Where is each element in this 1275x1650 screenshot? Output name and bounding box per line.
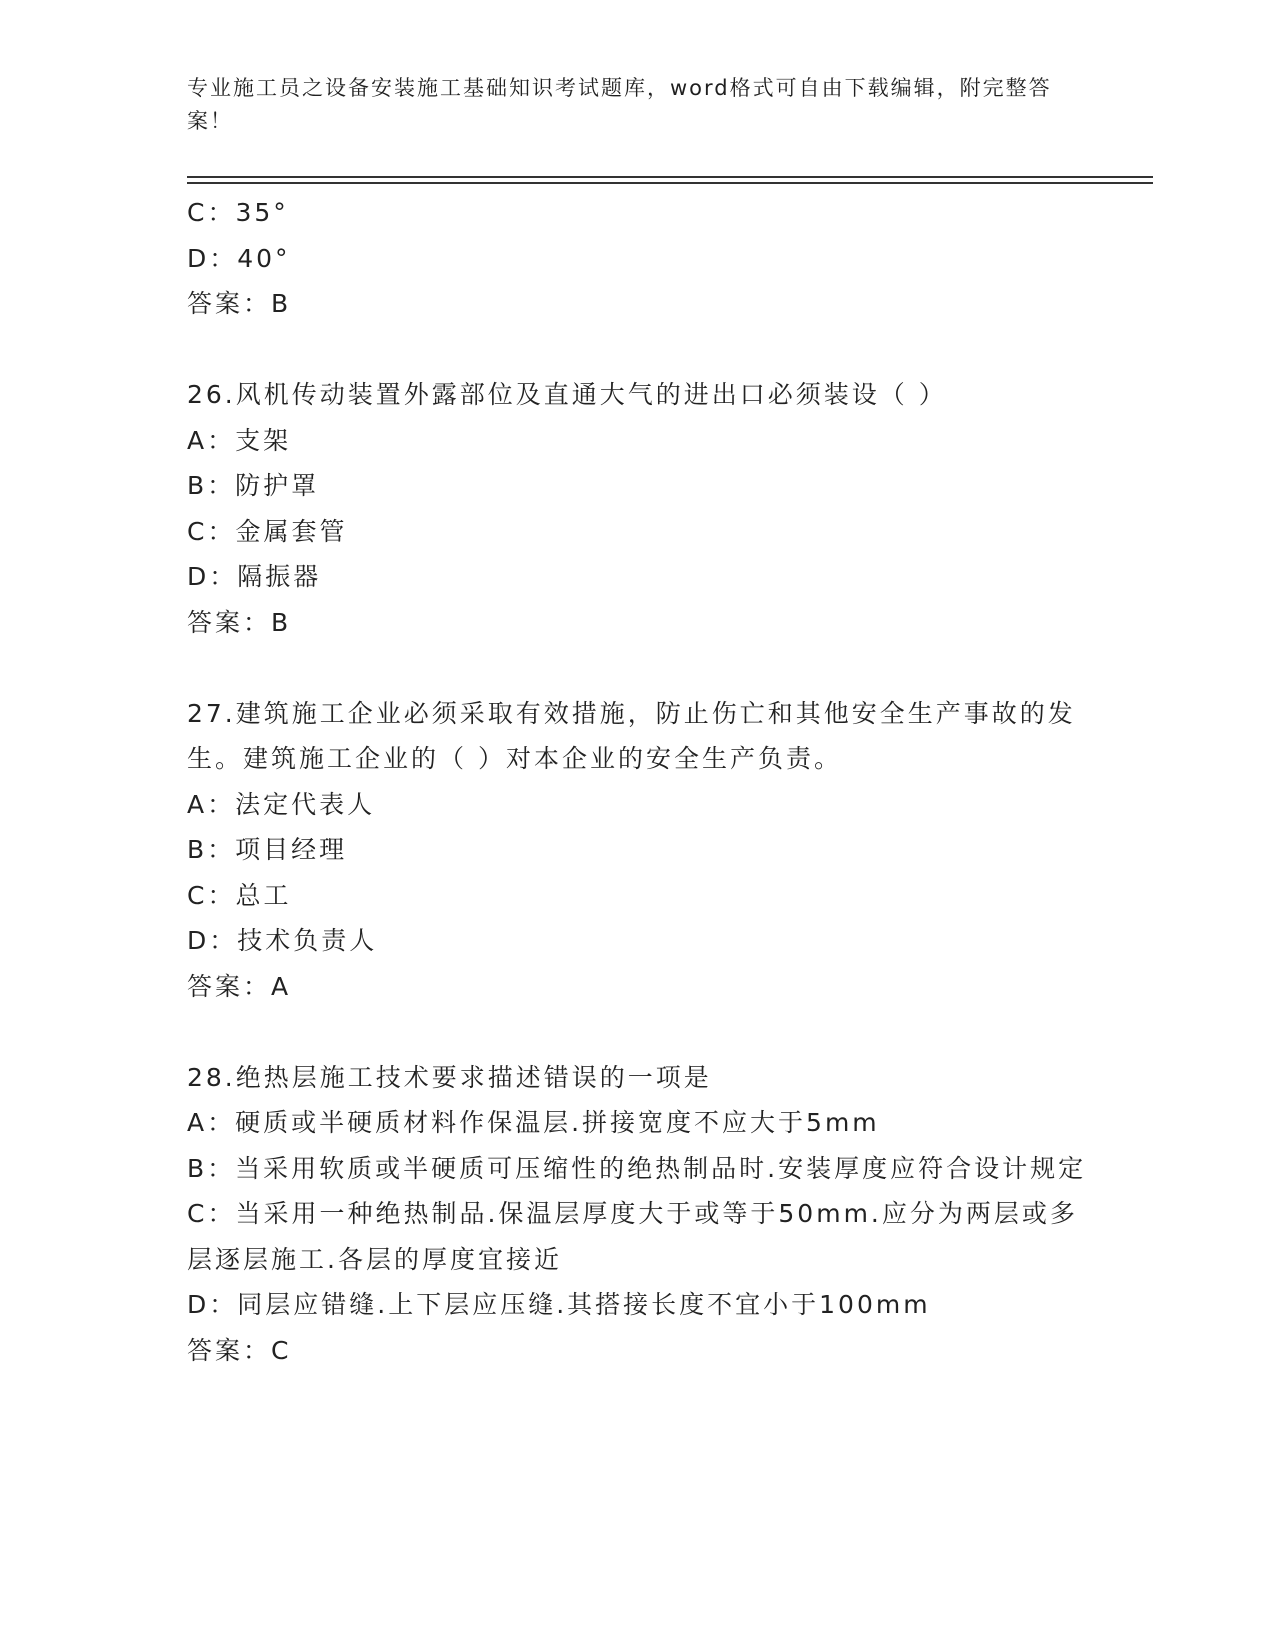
option-c: C：35° <box>187 198 289 227</box>
option-b: B：当采用软质或半硬质可压缩性的绝热制品时.安装厚度应符合设计规定 <box>187 1153 1087 1183</box>
option-c: C：总工 <box>187 880 292 910</box>
option-d: D：同层应错缝.上下层应压缝.其搭接长度不宜小于100mm <box>187 1290 931 1319</box>
spacer <box>187 327 1087 373</box>
header-divider-bottom <box>187 182 1153 184</box>
question-text: 28.绝热层施工技术要求描述错误的一项是 <box>187 1062 712 1092</box>
option-b: B：项目经理 <box>187 835 348 864</box>
question-28 <box>187 1055 1087 1374</box>
option-a: A：硬质或半硬质材料作保温层.拼接宽度不应大于5mm <box>187 1108 880 1137</box>
header-divider-top <box>187 176 1153 178</box>
option-d: D：40° <box>187 243 291 273</box>
question-text: 27.建筑施工企业必须采取有效措施，防止伤亡和其他安全生产事故的发生。建筑施工企业的（ ）对本企业的安全生产负责。 <box>187 698 1076 773</box>
spacer <box>187 1009 1087 1055</box>
answer: 答案：A <box>187 971 292 1001</box>
answer: 答案：B <box>187 289 292 318</box>
question-26 <box>187 372 1087 645</box>
option-a: A：支架 <box>187 425 292 455</box>
answer: 答案：C <box>187 1335 292 1365</box>
option-c: C：当采用一种绝热制品.保温层厚度大于或等于50mm.应分为两层或多层逐层施工.各层的厚度宜接近 <box>187 1199 1078 1274</box>
option-d: D：技术负责人 <box>187 926 378 955</box>
spacer <box>187 645 1087 691</box>
option-d: D：隔振器 <box>187 562 322 591</box>
question-text: 26.风机传动装置外露部位及直通大气的进出口必须装设（ ） <box>187 380 947 409</box>
option-c: C：金属套管 <box>187 516 348 546</box>
answer: 答案：B <box>187 607 292 637</box>
document-header: 专业施工员之设备安装施工基础知识考试题库，word格式可自由下载编辑，附完整答案！ <box>187 76 1052 133</box>
option-a: A：法定代表人 <box>187 789 376 819</box>
question-list <box>187 190 1087 1373</box>
option-b: B：防护罩 <box>187 471 320 500</box>
question-27 <box>187 691 1087 1010</box>
question-25-tail <box>187 190 1087 327</box>
